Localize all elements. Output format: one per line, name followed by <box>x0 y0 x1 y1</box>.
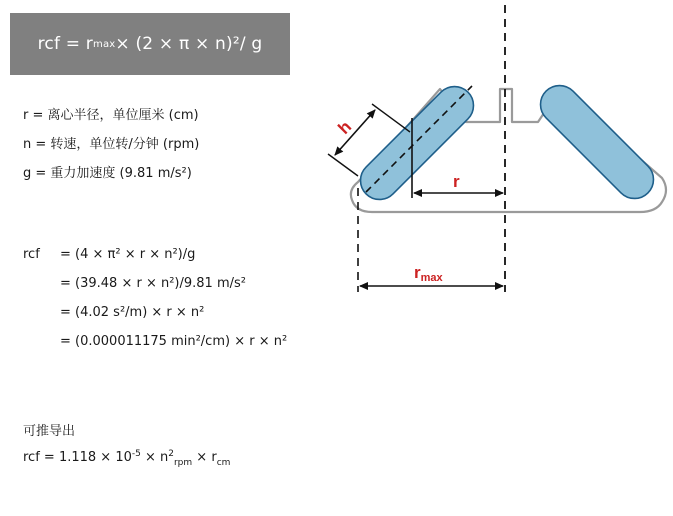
banner-lhs: rcf = r <box>37 34 93 54</box>
label-r: r <box>453 172 460 191</box>
derive-title: 可推导出 <box>23 424 76 439</box>
calc-line-1: = (4 × π² × r × n²)/g <box>60 247 196 262</box>
label-rmax-sub: max <box>420 272 443 284</box>
derive-sub-rpm: rpm <box>173 458 193 468</box>
derive-prefix: rcf = 1.118 × 10 <box>23 450 132 465</box>
derive-sup2: 2 <box>168 449 174 459</box>
calc-line-2: = (39.48 × r × n²)/9.81 m/s² <box>60 276 246 291</box>
definition-g: g = 重力加速度 (9.81 m/s²) <box>23 166 192 181</box>
definition-r: r = 离心半径，单位厘米 (cm) <box>23 108 199 123</box>
definition-n: n = 转速，单位转/分钟 (rpm) <box>23 137 200 152</box>
derive-exp: -5 <box>131 449 141 459</box>
left-tube <box>353 79 482 208</box>
derive-mid2: × r <box>192 450 217 465</box>
derive-mid1: × n <box>140 450 169 465</box>
banner-rhs: × (2 × π × n)²/ g <box>115 34 263 54</box>
label-h: h <box>334 117 356 138</box>
right-tube <box>533 78 662 207</box>
label-rmax <box>414 263 444 284</box>
calc-label: rcf <box>23 247 40 262</box>
h-tick-bottom <box>328 154 358 176</box>
h-tick-top <box>372 104 410 132</box>
calc-line-3: = (4.02 s²/m) × r × n² <box>60 305 205 320</box>
label-rmax-main: r <box>414 263 421 282</box>
calc-line-4: = (0.000011175 min²/cm) × r × n² <box>60 334 288 349</box>
banner-sub: max <box>93 38 116 50</box>
derive-sub-cm: cm <box>216 458 231 468</box>
